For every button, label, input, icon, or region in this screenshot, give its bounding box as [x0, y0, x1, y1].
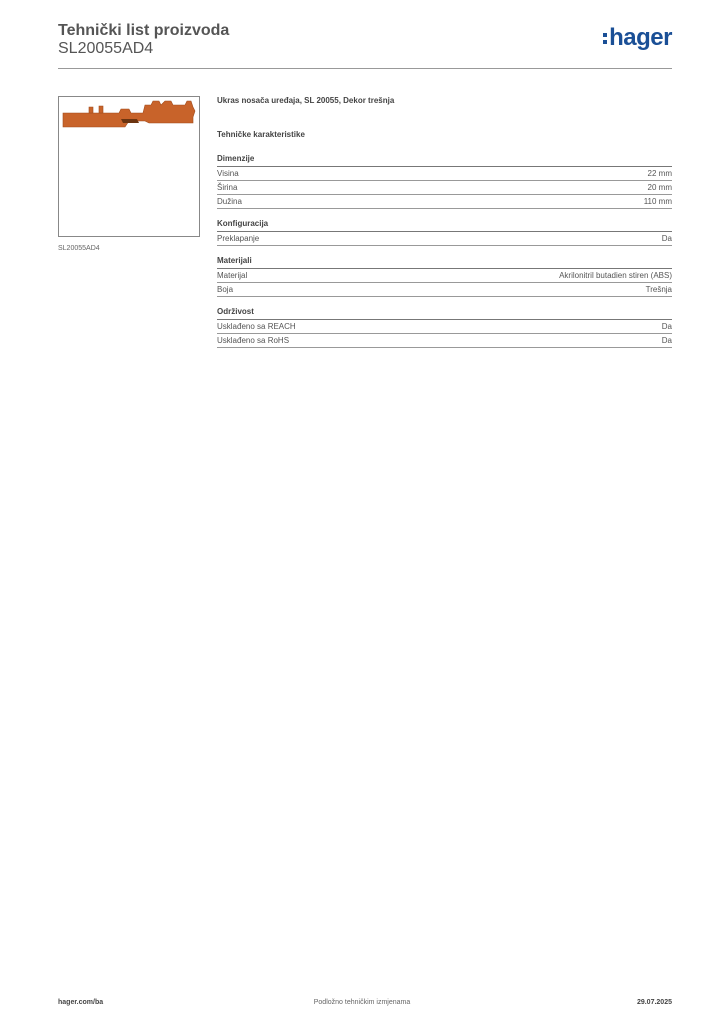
header-divider	[58, 68, 672, 69]
spec-value: Da	[661, 234, 672, 243]
tech-heading: Tehničke karakteristike	[217, 130, 305, 139]
spec-value: Da	[661, 322, 672, 331]
spec-value: 110 mm	[643, 197, 672, 206]
spec-label: Usklađeno sa RoHS	[217, 336, 290, 345]
product-cover-icon	[59, 97, 199, 236]
spec-value: 20 mm	[647, 183, 672, 192]
spec-row	[217, 283, 672, 297]
spec-row	[217, 181, 672, 195]
spec-row	[217, 167, 672, 181]
image-caption: SL20055AD4	[58, 245, 100, 252]
spec-sections	[217, 154, 672, 348]
spec-section	[217, 256, 672, 297]
spec-label: Visina	[217, 169, 239, 178]
spec-value: Akrilonitril butadien stiren (ABS)	[559, 271, 672, 280]
spec-label: Dužina	[217, 197, 242, 206]
spec-row	[217, 320, 672, 334]
section-heading: Održivost	[217, 307, 672, 320]
spec-row	[217, 334, 672, 348]
product-image	[58, 96, 200, 237]
spec-value: Da	[661, 336, 672, 345]
spec-label: Usklađeno sa REACH	[217, 322, 296, 331]
spec-label: Širina	[217, 183, 238, 192]
spec-label: Preklapanje	[217, 234, 260, 243]
logo-dots-icon	[603, 33, 607, 44]
spec-row	[217, 269, 672, 283]
spec-section	[217, 307, 672, 348]
page-subtitle: SL20055AD4	[58, 40, 154, 57]
footer-note: Podložno tehničkim izmjenama	[313, 999, 411, 1006]
spec-label: Materijal	[217, 271, 248, 280]
section-heading: Materijali	[217, 256, 672, 269]
page-title: Tehnički list proizvoda	[58, 22, 230, 39]
logo-text: hager	[609, 24, 672, 51]
spec-section	[217, 219, 672, 246]
product-title: Ukras nosača uređaja, SL 20055, Dekor trešnja	[217, 96, 395, 105]
spec-value: Trešnja	[645, 285, 672, 294]
spec-section	[217, 154, 672, 209]
spec-label: Boja	[217, 285, 234, 294]
section-heading: Konfiguracija	[217, 219, 672, 232]
spec-value: 22 mm	[647, 169, 672, 178]
spec-row	[217, 232, 672, 246]
footer-website[interactable]: hager.com/ba	[58, 999, 104, 1006]
hager-logo	[603, 26, 672, 50]
section-heading: Dimenzije	[217, 154, 672, 167]
spec-content	[217, 96, 672, 348]
footer-date: 29.07.2025	[636, 999, 672, 1006]
spec-row	[217, 195, 672, 209]
